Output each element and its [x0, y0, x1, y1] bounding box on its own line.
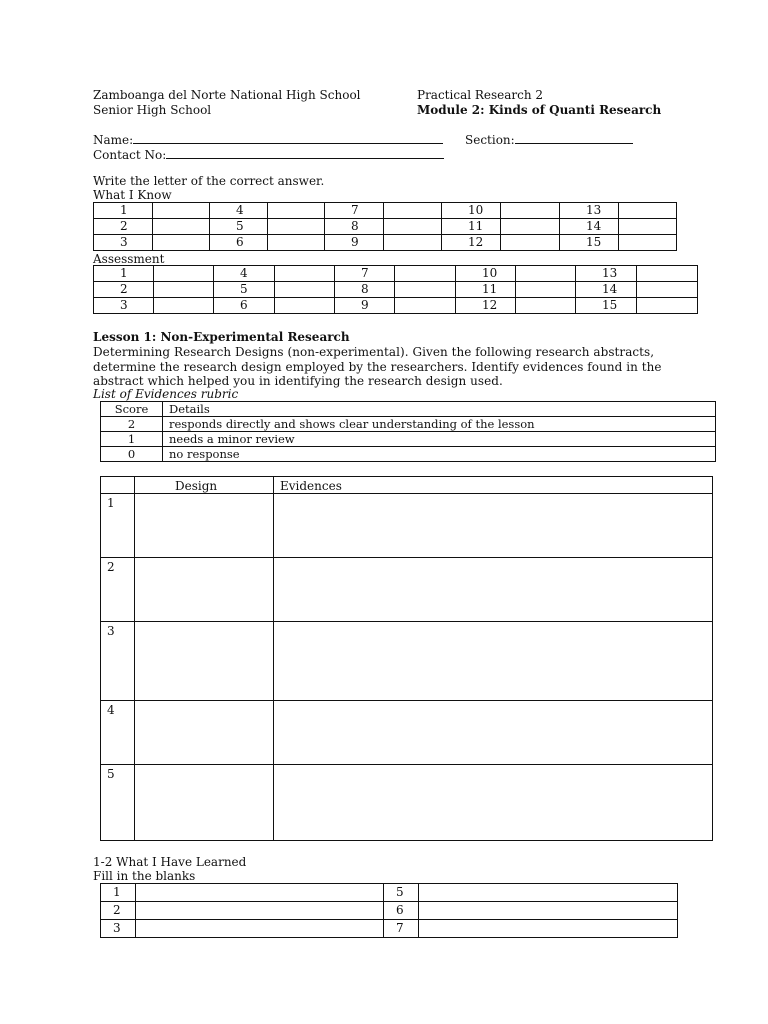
item-number: 5	[214, 282, 275, 298]
answer-cell[interactable]	[619, 203, 677, 219]
table-row	[101, 417, 716, 432]
score-details: needs a minor review	[163, 432, 716, 447]
item-number: 9	[325, 235, 384, 251]
item-number: 10	[456, 266, 516, 282]
item-number: 12	[442, 235, 501, 251]
item-number: 13	[576, 266, 637, 282]
what-i-know-table	[93, 202, 677, 251]
evidences-cell[interactable]	[274, 701, 713, 765]
answer-cell[interactable]	[275, 298, 335, 314]
table-row	[94, 219, 677, 235]
name-line[interactable]	[133, 131, 443, 144]
item-number: 7	[335, 266, 395, 282]
answer-cell[interactable]	[501, 235, 560, 251]
item-number: 13	[560, 203, 619, 219]
row-number: 4	[101, 701, 135, 765]
table-row	[94, 266, 698, 282]
evidences-cell[interactable]	[274, 494, 713, 558]
answer-cell[interactable]	[154, 298, 214, 314]
table-row	[101, 494, 713, 558]
name-field[interactable]	[93, 131, 443, 147]
blank-cell[interactable]	[136, 920, 384, 938]
item-number: 7	[384, 920, 419, 938]
item-number: 4	[214, 266, 275, 282]
item-number: 6	[384, 902, 419, 920]
learned-title: 1-2 What I Have Learned	[93, 855, 247, 869]
answer-cell[interactable]	[384, 219, 442, 235]
table-row	[94, 282, 698, 298]
blank-cell[interactable]	[419, 920, 678, 938]
answer-cell[interactable]	[268, 235, 325, 251]
answer-cell[interactable]	[516, 266, 576, 282]
table-header-row	[101, 477, 713, 494]
school-name: Zamboanga del Norte National High School	[93, 88, 361, 102]
module-title: Module 2: Kinds of Quanti Research	[417, 103, 662, 117]
answer-cell[interactable]	[154, 266, 214, 282]
item-number: 8	[325, 219, 384, 235]
blank-cell[interactable]	[136, 902, 384, 920]
item-number: 12	[456, 298, 516, 314]
item-number: 8	[335, 282, 395, 298]
item-number: 1	[94, 266, 154, 282]
score-details: responds directly and shows clear understanding of the lesson	[163, 417, 716, 432]
answer-cell[interactable]	[637, 282, 698, 298]
score-value: 2	[101, 417, 163, 432]
item-number: 11	[456, 282, 516, 298]
answer-cell[interactable]	[153, 219, 210, 235]
answer-cell[interactable]	[268, 219, 325, 235]
answer-cell[interactable]	[501, 203, 560, 219]
table-row	[101, 432, 716, 447]
section-field[interactable]	[465, 131, 633, 147]
lesson-title: Lesson 1: Non-Experimental Research	[93, 330, 350, 344]
details-header: Details	[163, 402, 716, 417]
answer-cell[interactable]	[395, 298, 456, 314]
table-header-row	[101, 402, 716, 417]
item-number: 15	[560, 235, 619, 251]
answer-cell[interactable]	[153, 203, 210, 219]
item-number: 3	[94, 298, 154, 314]
lesson-body-line: Determining Research Designs (non-experimental). Given the following research abstracts,	[93, 345, 655, 359]
item-number: 10	[442, 203, 501, 219]
item-number: 3	[101, 920, 136, 938]
answer-cell[interactable]	[384, 203, 442, 219]
table-row	[101, 558, 713, 622]
item-number: 4	[210, 203, 268, 219]
item-number: 1	[101, 884, 136, 902]
answer-cell[interactable]	[395, 282, 456, 298]
score-value: 1	[101, 432, 163, 447]
design-cell[interactable]	[135, 701, 274, 765]
item-number: 15	[576, 298, 637, 314]
score-header: Score	[101, 402, 163, 417]
section-line[interactable]	[515, 131, 633, 144]
table-row	[101, 920, 678, 938]
score-value: 0	[101, 447, 163, 462]
table-row	[101, 701, 713, 765]
blank-cell[interactable]	[136, 884, 384, 902]
table-row	[94, 203, 677, 219]
section-label: Section:	[465, 133, 515, 147]
row-number: 3	[101, 622, 135, 701]
answer-cell[interactable]	[275, 282, 335, 298]
design-cell[interactable]	[135, 765, 274, 841]
lesson-body	[93, 345, 683, 389]
number-header	[101, 477, 135, 494]
lesson-body-line: determine the research design employed by the researchers. Identify evidences found in the	[93, 359, 662, 374]
item-number: 3	[94, 235, 153, 251]
contact-field[interactable]	[93, 146, 444, 162]
design-header: Design	[135, 477, 274, 494]
evidences-cell[interactable]	[274, 622, 713, 701]
item-number: 6	[214, 298, 275, 314]
blank-cell[interactable]	[419, 902, 678, 920]
item-number: 2	[94, 219, 153, 235]
answer-cell[interactable]	[154, 282, 214, 298]
row-number: 5	[101, 765, 135, 841]
answer-cell[interactable]	[516, 282, 576, 298]
answer-cell[interactable]	[153, 235, 210, 251]
item-number: 6	[210, 235, 268, 251]
row-number: 1	[101, 494, 135, 558]
evidences-header: Evidences	[274, 477, 713, 494]
row-number: 2	[101, 558, 135, 622]
answer-cell[interactable]	[395, 266, 456, 282]
blank-cell[interactable]	[419, 884, 678, 902]
answer-cell[interactable]	[268, 203, 325, 219]
table-row	[101, 765, 713, 841]
item-number: 5	[210, 219, 268, 235]
answer-cell[interactable]	[501, 219, 560, 235]
assessment-table	[93, 265, 698, 314]
table-row	[94, 298, 698, 314]
fill-blanks-table	[100, 883, 678, 938]
answer-cell[interactable]	[275, 266, 335, 282]
lesson-body-line: abstract which helped you in identifying the research design used.	[93, 374, 503, 388]
item-number: 7	[325, 203, 384, 219]
assessment-title: Assessment	[93, 252, 165, 266]
score-details: no response	[163, 447, 716, 462]
answer-cell[interactable]	[637, 266, 698, 282]
answer-cell[interactable]	[619, 219, 677, 235]
school-level: Senior High School	[93, 103, 212, 117]
design-evidence-table	[100, 476, 713, 841]
answer-cell[interactable]	[637, 298, 698, 314]
item-number: 14	[576, 282, 637, 298]
item-number: 9	[335, 298, 395, 314]
contact-line[interactable]	[166, 146, 444, 159]
item-number: 2	[94, 282, 154, 298]
rubric-table	[100, 401, 716, 462]
design-cell[interactable]	[135, 558, 274, 622]
item-number: 1	[94, 203, 153, 219]
contact-label: Contact No:	[93, 148, 167, 162]
item-number: 2	[101, 902, 136, 920]
learned-subtitle: Fill in the blanks	[93, 869, 196, 883]
answer-cell[interactable]	[619, 235, 677, 251]
evidences-cell[interactable]	[274, 558, 713, 622]
evidences-cell[interactable]	[274, 765, 713, 841]
answer-cell[interactable]	[384, 235, 442, 251]
item-number: 11	[442, 219, 501, 235]
table-row	[94, 235, 677, 251]
subject-title: Practical Research 2	[417, 88, 544, 102]
rubric-title: List of Evidences rubric	[93, 387, 239, 401]
name-label: Name:	[93, 133, 134, 147]
answer-cell[interactable]	[516, 298, 576, 314]
design-cell[interactable]	[135, 494, 274, 558]
table-row	[101, 902, 678, 920]
item-number: 14	[560, 219, 619, 235]
table-row	[101, 884, 678, 902]
item-number: 5	[384, 884, 419, 902]
instructions: Write the letter of the correct answer.	[93, 174, 325, 188]
table-row	[101, 447, 716, 462]
design-cell[interactable]	[135, 622, 274, 701]
table-row	[101, 622, 713, 701]
what-i-know-title: What I Know	[93, 188, 172, 202]
